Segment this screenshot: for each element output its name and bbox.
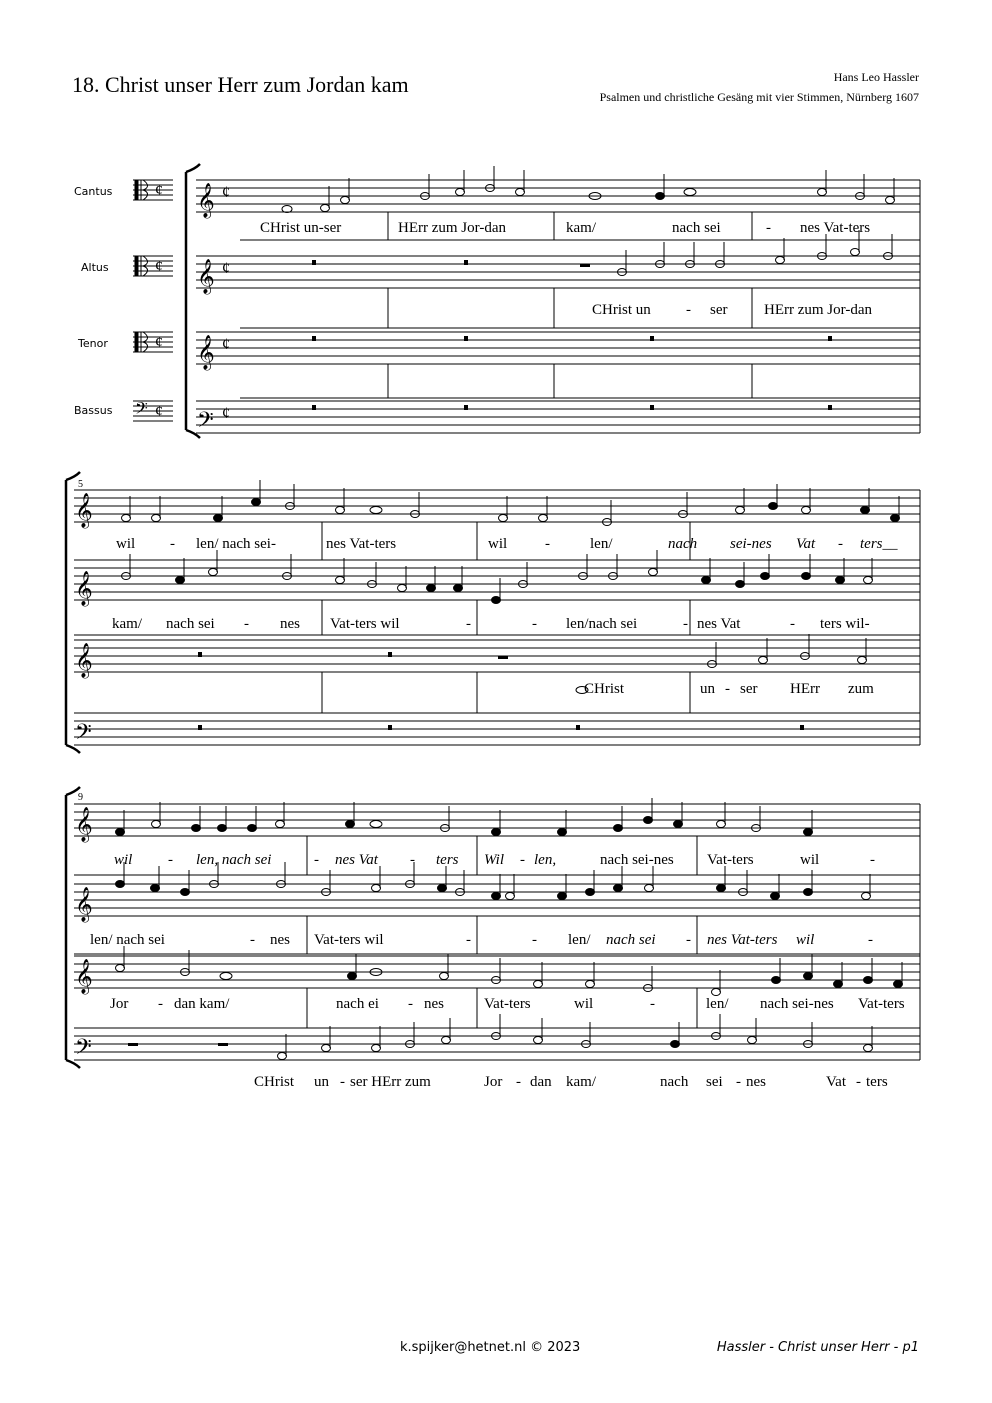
lyric: -: [725, 681, 730, 697]
svg-text:𝄞: 𝄞: [197, 260, 215, 293]
source-note: Psalmen und christliche Gesäng mit vier Stimmen, Nürnberg 1607: [599, 90, 919, 104]
lyric: -: [532, 932, 537, 948]
lyric: -: [650, 996, 655, 1012]
lyric: len,: [534, 852, 557, 868]
staff-s1-altus: [196, 256, 920, 288]
notes-s2-cantus: [122, 480, 900, 526]
lyric: len/: [568, 932, 591, 948]
lyric: -: [532, 616, 537, 632]
lyric: -: [516, 1074, 521, 1090]
lyric: HErr: [790, 681, 820, 697]
lyric: -: [870, 852, 875, 868]
svg-text:𝄞: 𝄞: [197, 184, 215, 217]
lyric: wil: [796, 932, 815, 948]
notes-s2-altus: [122, 550, 873, 604]
lyric: CHrist: [584, 681, 625, 697]
lyric: -: [466, 932, 471, 948]
staff-s1-cantus: [196, 180, 920, 212]
svg-text:¢: ¢: [155, 403, 163, 420]
lyric: -: [856, 1074, 861, 1090]
lyric: wil: [488, 536, 508, 552]
lyric: Vat-ters wil: [330, 616, 400, 632]
voice-label-cantus: Cantus: [74, 185, 113, 198]
notes-s1-cantus: [282, 166, 895, 213]
lyric: Vat: [796, 536, 816, 552]
system-3: [66, 787, 920, 1090]
staff-s2-altus: [74, 568, 920, 600]
notes-s3-bassus: [278, 1014, 873, 1060]
svg-text:¢: ¢: [155, 258, 163, 275]
lyric: -: [736, 1074, 741, 1090]
lyric: len/: [590, 536, 613, 552]
svg-text:¢: ¢: [222, 405, 230, 422]
lyric: -: [250, 932, 255, 948]
incipit-staves: [133, 180, 173, 422]
measure-number: 5: [78, 479, 83, 490]
lyric: kam/: [112, 616, 142, 632]
lyric: nes Vat-ters: [326, 536, 397, 552]
lyric: -: [340, 1074, 345, 1090]
lyric: -: [314, 852, 319, 868]
lyric: kam/: [566, 220, 596, 236]
lyric: len/ nach sei: [90, 932, 165, 948]
lyric: nach: [660, 1074, 689, 1090]
lyric: nach: [668, 536, 698, 552]
system-1: [74, 164, 920, 438]
lyric: Vat-ters wil: [314, 932, 384, 948]
lyric: -: [683, 616, 688, 632]
svg-text:𝄞: 𝄞: [75, 494, 93, 527]
footer-copyright: k.spijker@hetnet.nl © 2023: [400, 1340, 581, 1355]
lyric: -: [466, 616, 471, 632]
lyric: ters__: [860, 536, 898, 552]
lyric: len/ nach sei-: [196, 536, 276, 552]
lyric: Jor: [110, 996, 129, 1012]
lyric: ters wil-: [820, 616, 870, 632]
lyric: Vat-ters: [858, 996, 905, 1012]
lyric: -: [868, 932, 873, 948]
lyric: len/: [706, 996, 729, 1012]
lyric: wil: [114, 852, 133, 868]
lyric: dan: [530, 1074, 552, 1090]
lyric: -: [244, 616, 249, 632]
svg-text:¢: ¢: [222, 260, 230, 277]
lyric: nach sei: [166, 616, 215, 632]
staff-s3-altus: [74, 884, 920, 916]
barlines-s3: [74, 804, 920, 1060]
lyric: -: [686, 932, 691, 948]
footer-page-label: Hassler - Christ unser Herr - p1: [716, 1340, 919, 1355]
lyric: nes: [424, 996, 444, 1012]
svg-text:¢: ¢: [222, 184, 230, 201]
lyric: nes Vat-ters: [800, 220, 871, 236]
lyric: -: [838, 536, 843, 552]
lyric: CHrist un-ser: [260, 220, 342, 236]
lyric: ser: [710, 302, 728, 318]
lyric: ser HErr zum: [350, 1074, 431, 1090]
lyric: nes Vat: [335, 852, 378, 868]
voice-label-tenor: Tenor: [78, 337, 108, 350]
lyric: -: [520, 852, 525, 868]
svg-text:𝄞: 𝄞: [75, 572, 93, 605]
page-title: 18. Christ unser Herr zum Jordan kam: [72, 72, 409, 97]
lyric: nach sei: [606, 932, 656, 948]
lyric: Vat-ters: [707, 852, 754, 868]
lyric: wil: [116, 536, 136, 552]
lyric: nach sei: [672, 220, 721, 236]
svg-text:𝄢: 𝄢: [197, 408, 214, 437]
staff-s2-cantus: [74, 490, 920, 522]
lyric: ters: [436, 852, 459, 868]
lyric: sei: [706, 1074, 723, 1090]
lyric: HErr zum Jor-dan: [398, 220, 506, 236]
lyric: -: [790, 616, 795, 632]
lyric: len, nach sei: [196, 852, 272, 868]
lyric: nach sei-nes: [760, 996, 834, 1012]
lyric: Vat-ters: [484, 996, 531, 1012]
svg-text:𝄞: 𝄞: [75, 888, 93, 921]
svg-text:¢: ¢: [155, 182, 163, 199]
lyric: -: [545, 536, 550, 552]
voice-label-altus: Altus: [81, 261, 109, 274]
composer-name: Hans Leo Hassler: [833, 70, 919, 84]
lyric: Jor: [484, 1074, 503, 1090]
lyric: wil: [800, 852, 820, 868]
lyric: nes Vat: [697, 616, 741, 632]
lyric: CHrist un: [592, 302, 651, 318]
lyric: ters: [866, 1074, 888, 1090]
lyric: Wil: [484, 852, 505, 868]
svg-text:𝄞: 𝄞: [75, 808, 93, 841]
lyric: ser: [740, 681, 758, 697]
svg-text:𝄢: 𝄢: [75, 720, 92, 749]
lyric: nes: [746, 1074, 766, 1090]
lyric: nach ei: [336, 996, 379, 1012]
svg-text:𝄢: 𝄢: [75, 1035, 92, 1064]
lyric: len/nach sei: [566, 616, 638, 632]
lyric: -: [686, 302, 691, 318]
lyric: sei-nes: [730, 536, 772, 552]
svg-text:𝄞: 𝄞: [197, 336, 215, 369]
lyric: zum: [848, 681, 874, 697]
svg-text:¢: ¢: [155, 334, 163, 351]
lyric: CHrist: [254, 1074, 295, 1090]
lyric: HErr zum Jor-dan: [764, 302, 872, 318]
lyric: dan kam/: [174, 996, 230, 1012]
lyric: Vat: [826, 1074, 846, 1090]
lyric: un: [314, 1074, 329, 1090]
staff-s1-bassus: [196, 401, 920, 433]
rests-s1: [312, 260, 832, 410]
lyric: -: [158, 996, 163, 1012]
svg-text:𝄞: 𝄞: [75, 644, 93, 677]
lyric: -: [170, 536, 175, 552]
lyric: nach sei-nes: [600, 852, 674, 868]
svg-text:𝄞: 𝄞: [75, 960, 93, 993]
svg-text:𝄢: 𝄢: [135, 400, 148, 422]
lyric: -: [168, 852, 173, 868]
lyric: nes Vat-ters: [707, 932, 778, 948]
system-2: [66, 472, 920, 753]
staff-s1-tenor: [196, 332, 920, 364]
lyric: -: [410, 852, 415, 868]
lyric: un: [700, 681, 715, 697]
lyric: kam/: [566, 1074, 596, 1090]
lyric: wil: [574, 996, 594, 1012]
voice-label-bassus: Bassus: [74, 404, 113, 417]
svg-text:¢: ¢: [222, 336, 230, 353]
measure-number: 9: [78, 792, 83, 803]
lyric: nes: [270, 932, 290, 948]
lyric: -: [766, 220, 771, 236]
lyric: nes: [280, 616, 300, 632]
lyric: -: [408, 996, 413, 1012]
notes-s1-altus: [618, 230, 893, 276]
